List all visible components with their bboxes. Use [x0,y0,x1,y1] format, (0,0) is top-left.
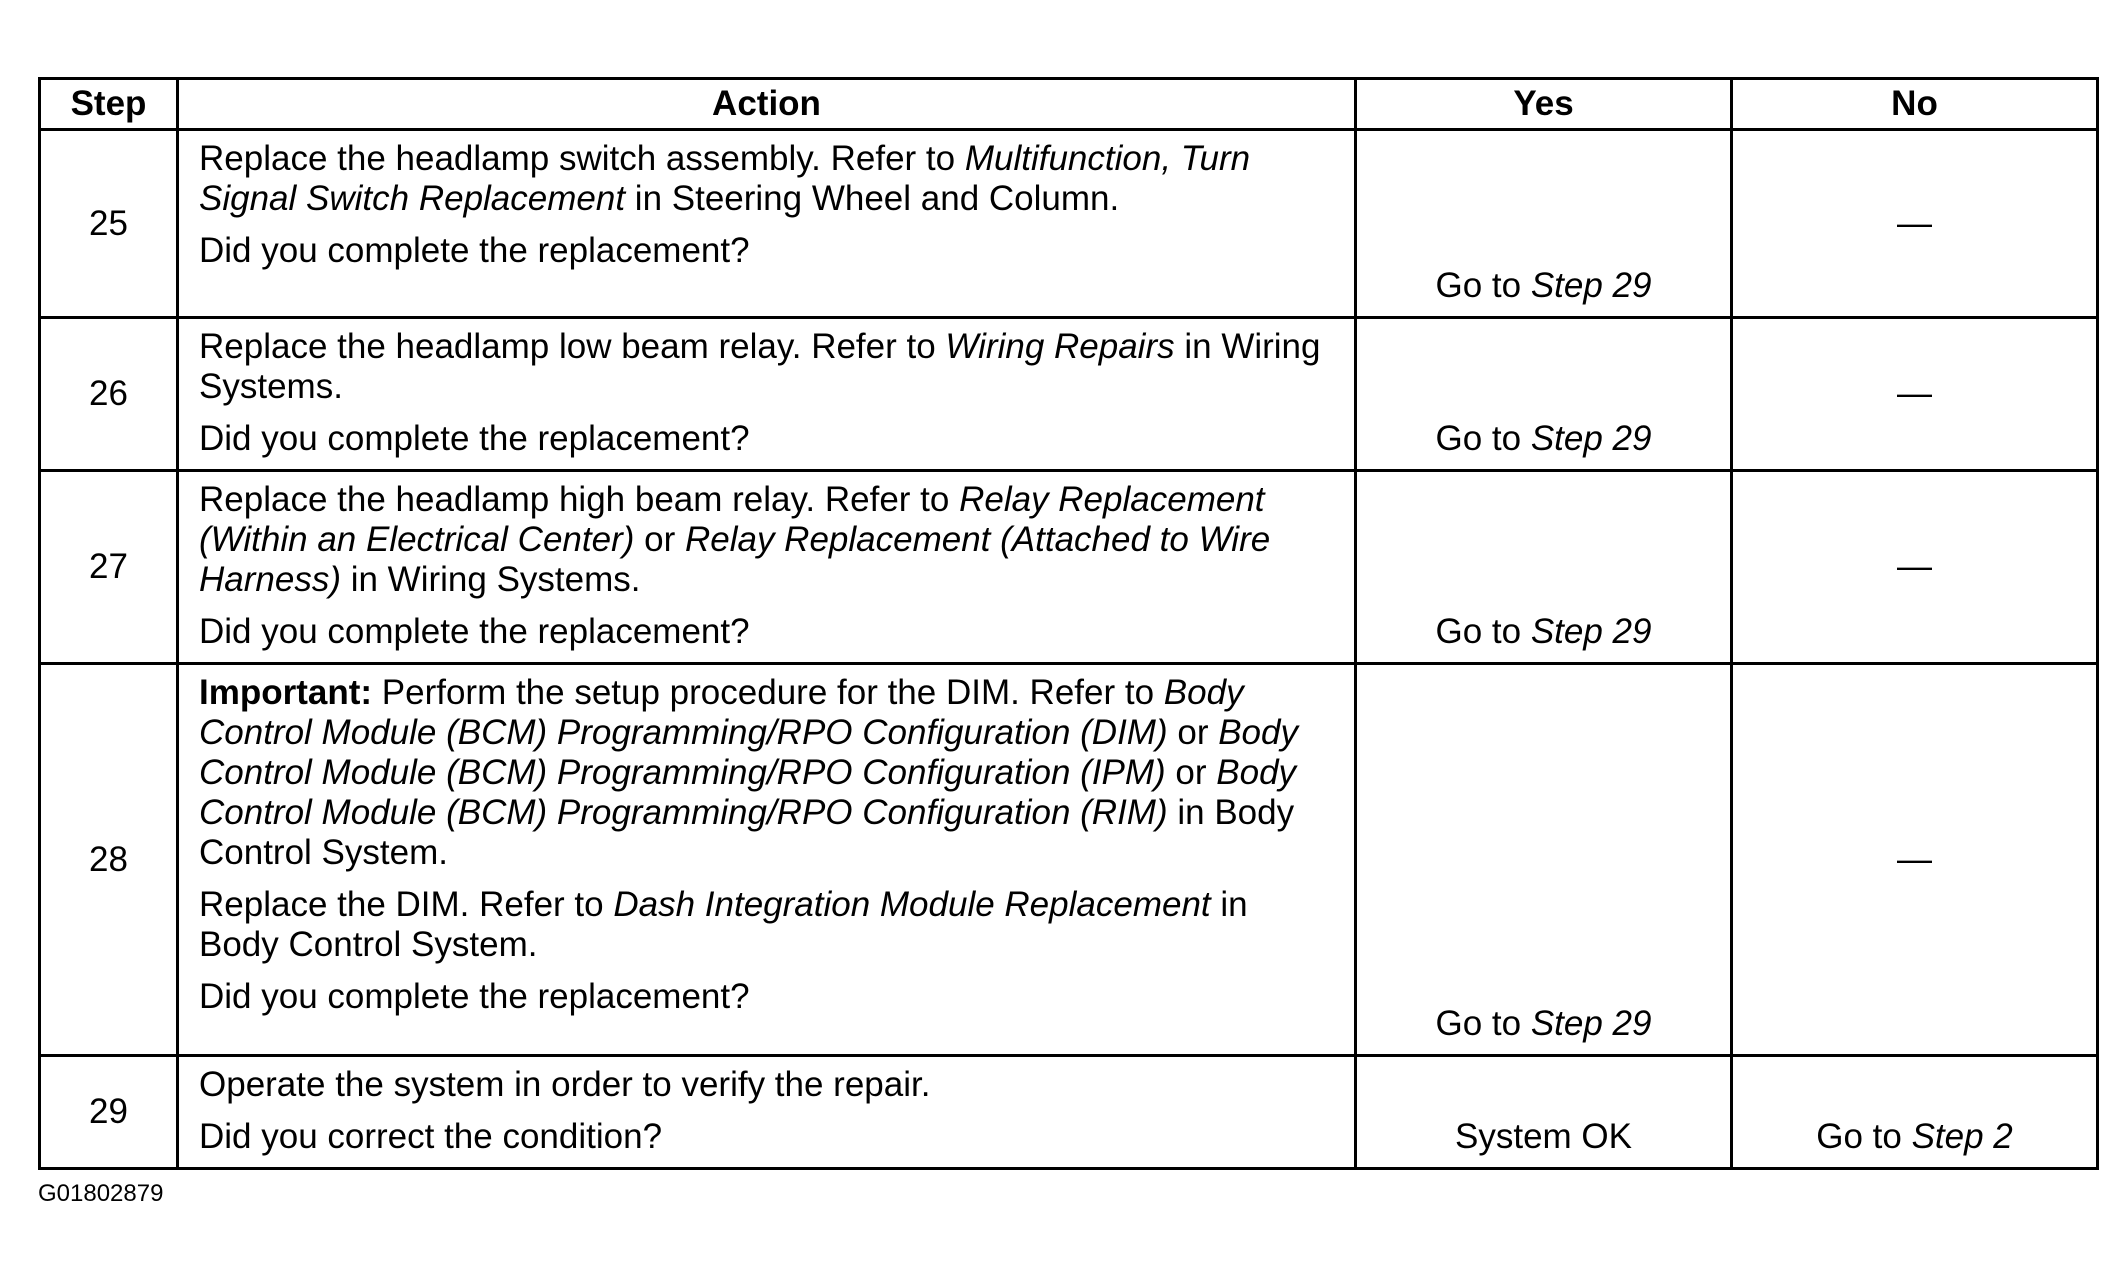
action-cell [178,1056,1356,1169]
yes-cell [1356,664,1732,1056]
action-question: Did you complete the replacement? [199,977,750,1016]
goto-step-link[interactable]: Step 29 [1530,419,1652,458]
reference-link[interactable]: Multifunction, Turn Signal Switch Replacement [199,139,1251,218]
instruction-text: or [1165,753,1217,792]
reference-link[interactable]: Dash Integration Module Replacement [613,885,1211,924]
header-action: Action [178,79,1356,130]
table-row-step-26 [40,318,2098,471]
step-number: 28 [40,664,178,1056]
action-question: Did you complete the replacement? [199,419,750,458]
no-cell: — [1732,664,2098,1056]
instruction-text: or [1167,713,1219,752]
goto-step-link[interactable]: Step 29 [1530,612,1652,651]
instruction-text: Replace the headlamp switch assembly. Refer to [199,139,965,178]
no-prefix: Go to [1816,1117,1912,1156]
reference-link[interactable]: Relay Replacement (Attached to Wire Harness) [199,520,1271,599]
figure-id: G01802879 [38,1180,164,1207]
action-question: Did you complete the replacement? [199,612,750,651]
step-number: 25 [40,130,178,318]
instruction-text: in Wiring Systems. [199,327,1321,406]
important-note [199,673,1336,873]
instruction-text: in Body Control System. [199,885,1248,964]
header-yes: Yes [1356,79,1732,130]
action-instruction [199,139,1336,219]
action-instruction [199,327,1336,407]
no-cell: — [1732,471,2098,664]
instruction-text: in Steering Wheel and Column. [625,179,1120,218]
reference-link[interactable]: Body Control Module (BCM) Programming/RPO Configuration (RIM) [199,753,1297,832]
no-cell [1732,1056,2098,1169]
action-question: Did you correct the condition? [199,1117,663,1156]
table-row-step-27 [40,471,2098,664]
table-header-row [40,79,2098,130]
reference-link[interactable]: Body Control Module (BCM) Programming/RPO Configuration (IPM) [199,713,1298,792]
action-cell [178,664,1356,1056]
action-instruction [199,480,1336,600]
header-no: No [1732,79,2098,130]
action-cell [178,318,1356,471]
table-row-step-25 [40,130,2098,318]
instruction-text: in Body Control System. [199,793,1295,872]
action-question: Did you complete the replacement? [199,231,750,270]
table-row-step-28 [40,664,2098,1056]
header-step: Step [40,79,178,130]
table-row-step-29 [40,1056,2098,1169]
yes-prefix: Go to [1435,1004,1531,1043]
yes-prefix: Go to [1435,419,1531,458]
action-cell [178,130,1356,318]
action-cell [178,471,1356,664]
important-label: Important: [199,673,373,712]
goto-step-link[interactable]: Step 29 [1530,1004,1652,1043]
step-number: 27 [40,471,178,664]
reference-link[interactable]: Body Control Module (BCM) Programming/RPO Configuration (DIM) [199,673,1244,752]
yes-cell: System OK [1356,1056,1732,1169]
goto-step-link[interactable]: Step 29 [1530,266,1652,305]
instruction-text: Replace the headlamp high beam relay. Refer to [199,480,960,519]
no-cell: — [1732,318,2098,471]
yes-prefix: Go to [1435,266,1531,305]
instruction-text: Perform the setup procedure for the DIM. Refer to [372,673,1164,712]
step-number: 26 [40,318,178,471]
yes-cell [1356,318,1732,471]
action-instruction [199,885,1336,965]
reference-link[interactable]: Wiring Repairs [945,327,1175,366]
instruction-text: Replace the headlamp low beam relay. Refer to [199,327,946,366]
instruction-text: in Wiring Systems. [340,560,641,599]
no-cell: — [1732,130,2098,318]
step-number: 29 [40,1056,178,1169]
yes-cell [1356,130,1732,318]
yes-prefix: Go to [1435,612,1531,651]
instruction-text: or [634,520,685,559]
action-instruction: Operate the system in order to verify the repair. [199,1065,931,1104]
goto-step-link[interactable]: Step 2 [1911,1117,2013,1156]
diagnostic-step-table [38,77,2099,1170]
reference-link[interactable]: Relay Replacement (Within an Electrical Center) [199,480,1265,559]
yes-cell [1356,471,1732,664]
instruction-text: Replace the DIM. Refer to [199,885,614,924]
